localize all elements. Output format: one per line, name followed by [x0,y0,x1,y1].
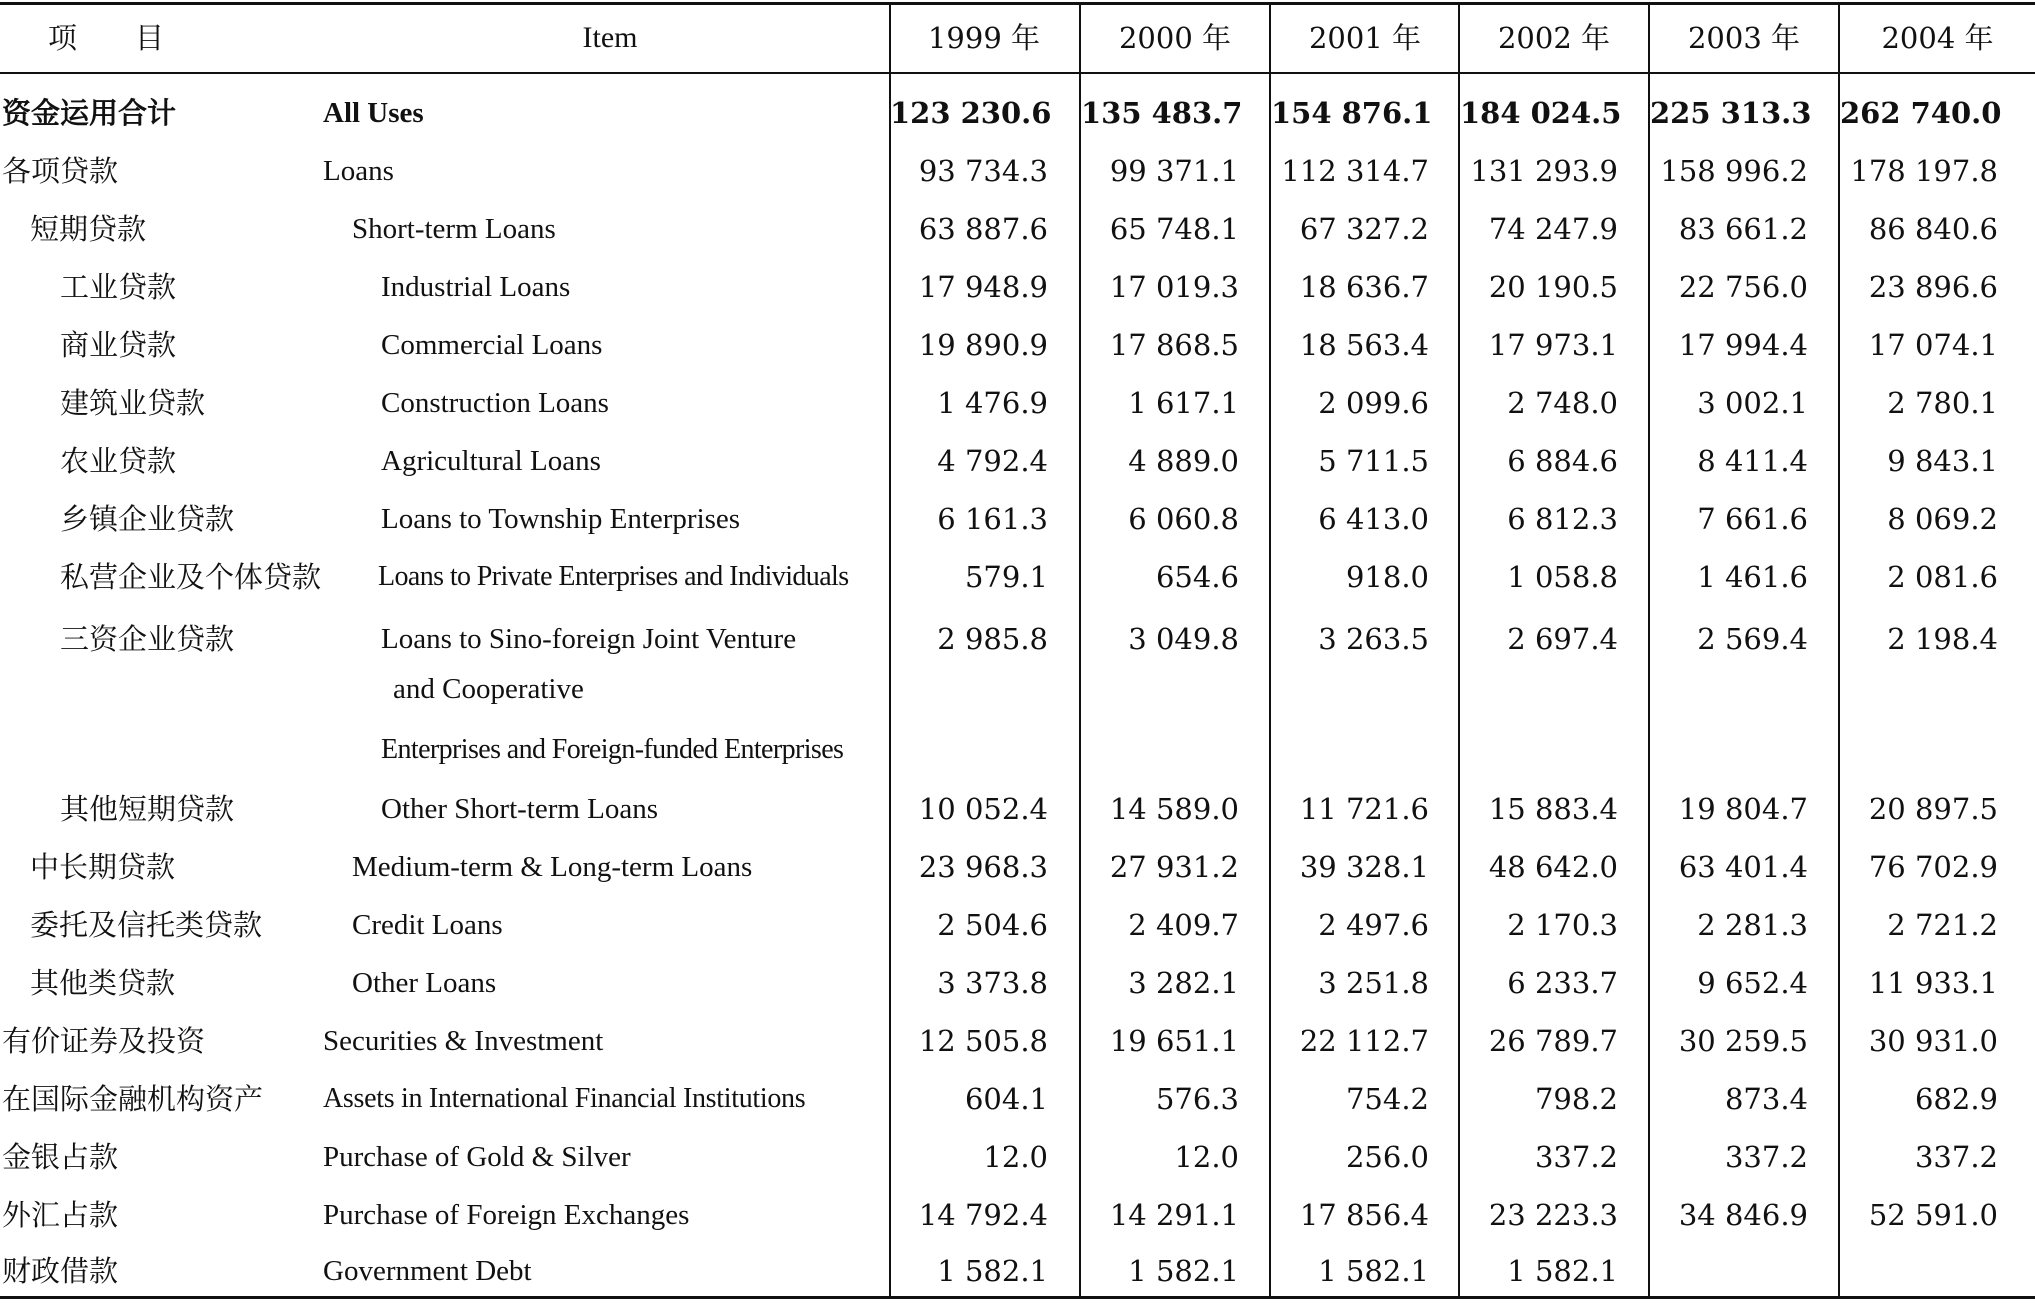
value-cell: 2 697.4 [1507,622,1618,656]
value-cell: 14 291.1 [1109,1198,1239,1232]
value-cell: 15 883.4 [1488,792,1618,826]
value-cell: 184 024.5 [1460,96,1622,130]
table-row [0,1242,2035,1300]
value-cell: 19 890.9 [918,328,1048,362]
value-cell: 262 740.0 [1840,96,2002,130]
value-cell: 1 617.1 [1128,386,1239,420]
table-row [0,1186,2035,1244]
value-cell: 6 060.8 [1128,502,1239,536]
value-cell: 83 661.2 [1678,212,1808,246]
row-label-en: Government Debt [323,1255,532,1287]
value-cell: 112 314.7 [1281,154,1429,188]
header-year: 2003 年 [1687,21,1801,55]
table-row [0,548,2035,606]
value-cell: 337.2 [1914,1140,1998,1174]
row-label-zh: 各项贷款 [2,154,119,188]
value-cell: 1 476.9 [937,386,1048,420]
value-cell: 67 327.2 [1299,212,1429,246]
value-cell: 1 582.1 [1318,1254,1429,1288]
row-label-zh: 在国际金融机构资产 [2,1082,264,1116]
value-cell: 7 661.6 [1697,502,1808,536]
value-cell: 93 734.3 [918,154,1048,188]
value-cell: 63 401.4 [1678,850,1808,884]
table-row [0,896,2035,954]
value-cell: 23 968.3 [918,850,1048,884]
row-label-en: Loans [323,155,394,187]
value-cell: 754.2 [1345,1082,1429,1116]
row-label-en: Medium-term & Long-term Loans [352,851,753,883]
value-cell: 12.0 [983,1140,1048,1174]
table-row [0,432,2035,490]
value-cell: 76 702.9 [1868,850,1998,884]
row-label-en: Loans to Private Enterprises and Individuals [378,561,849,592]
row-label-zh: 外汇占款 [2,1198,119,1232]
value-cell: 63 887.6 [918,212,1048,246]
value-cell: 1 582.1 [1507,1254,1618,1288]
row-label-en: Purchase of Gold & Silver [323,1141,631,1173]
value-cell: 19 804.7 [1678,792,1808,826]
value-cell: 26 789.7 [1488,1024,1618,1058]
value-cell: 9 843.1 [1887,444,1998,478]
table-row [0,1070,2035,1128]
value-cell: 2 099.6 [1318,386,1429,420]
row-label-en: Short-term Loans [352,213,556,245]
value-cell: 2 748.0 [1507,386,1618,420]
value-cell: 52 591.0 [1868,1198,1998,1232]
row-label-zh: 财政借款 [2,1254,119,1288]
row-label-en-line3: Enterprises and Foreign-funded Enterprises [381,734,844,765]
value-cell: 158 996.2 [1660,154,1808,188]
value-cell: 2 198.4 [1887,622,1998,656]
value-cell [1650,1242,1808,1300]
value-cell: 99 371.1 [1109,154,1239,188]
header-year: 2004 年 [1881,21,1994,55]
value-cell: 6 812.3 [1507,502,1618,536]
value-cell: 225 313.3 [1650,96,1812,130]
table-row [0,200,2035,258]
table-row [0,780,2035,838]
header-item-en: Item [582,21,638,54]
value-cell: 1 461.6 [1697,560,1808,594]
value-cell: 17 019.3 [1109,270,1239,304]
row-label-en: All Uses [323,97,424,129]
value-cell: 6 161.3 [937,502,1048,536]
value-cell: 3 049.8 [1128,622,1239,656]
row-label-en: Securities & Investment [323,1025,604,1057]
value-cell: 22 756.0 [1678,270,1808,304]
row-label-zh: 金银占款 [2,1140,119,1174]
value-cell: 14 792.4 [918,1198,1048,1232]
value-cell: 23 896.6 [1868,270,1998,304]
value-cell: 579.1 [964,560,1048,594]
table-row [0,490,2035,548]
value-cell: 3 251.8 [1318,966,1429,1000]
row-label-zh: 工业贷款 [60,270,177,304]
row-label-en: Agricultural Loans [381,445,601,477]
value-cell: 2 281.3 [1697,908,1808,942]
row-label-zh: 中长期贷款 [30,850,176,884]
table-row [0,316,2035,374]
row-label-zh: 有价证券及投资 [2,1024,206,1058]
value-cell: 576.3 [1155,1082,1239,1116]
value-cell: 19 651.1 [1109,1024,1239,1058]
row-label-zh: 委托及信托类贷款 [30,908,263,942]
value-cell: 11 721.6 [1299,792,1429,826]
header-year: 2001 年 [1308,21,1422,55]
value-cell: 5 711.5 [1318,444,1429,478]
value-cell: 17 856.4 [1299,1198,1429,1232]
table-row [0,1012,2035,1070]
row-label-en-line2: and Cooperative [393,673,584,705]
row-label-en: Credit Loans [352,909,503,941]
value-cell [1840,1242,1998,1300]
value-cell: 17 973.1 [1488,328,1618,362]
value-cell: 873.4 [1724,1082,1808,1116]
value-cell: 4 889.0 [1128,444,1239,478]
row-label-zh: 农业贷款 [60,444,177,478]
row-label-zh: 商业贷款 [60,328,177,362]
value-cell: 337.2 [1534,1140,1618,1174]
value-cell: 135 483.7 [1081,96,1243,130]
value-cell: 23 223.3 [1488,1198,1618,1232]
value-cell: 6 233.7 [1507,966,1618,1000]
value-cell: 654.6 [1155,560,1239,594]
row-label-en: Assets in International Financial Institutions [323,1083,806,1114]
value-cell: 131 293.9 [1470,154,1618,188]
value-cell: 2 081.6 [1887,560,1998,594]
header-year: 1999 年 [927,21,1041,55]
value-cell: 20 190.5 [1488,270,1618,304]
value-cell: 17 868.5 [1109,328,1239,362]
top-rule [0,2,2035,5]
header-year: 2000 年 [1118,21,1232,55]
row-label-zh: 其他短期贷款 [60,792,235,826]
value-cell: 798.2 [1534,1082,1618,1116]
row-label-en: Commercial Loans [381,329,603,361]
row-label-zh: 私营企业及个体贷款 [60,560,322,594]
row-label-en: Industrial Loans [381,271,571,303]
row-label-en: Construction Loans [381,387,609,419]
row-label-en: Loans to Sino-foreign Joint Venture [381,623,797,655]
value-cell: 2 721.2 [1887,908,1998,942]
value-cell: 2 170.3 [1507,908,1618,942]
value-cell: 39 328.1 [1299,850,1429,884]
row-label-zh: 三资企业贷款 [60,622,235,656]
value-cell: 2 780.1 [1887,386,1998,420]
row-label-zh: 短期贷款 [30,212,147,246]
value-cell: 4 792.4 [937,444,1048,478]
value-cell: 18 636.7 [1299,270,1429,304]
value-cell: 11 933.1 [1868,966,1998,1000]
value-cell: 18 563.4 [1299,328,1429,362]
value-cell: 1 058.8 [1507,560,1618,594]
value-cell: 12 505.8 [918,1024,1048,1058]
row-label-en: Other Loans [352,967,497,999]
header-item-zh: 项 目 [48,21,165,55]
value-cell: 10 052.4 [918,792,1048,826]
value-cell: 3 373.8 [937,966,1048,1000]
table-row [0,610,2035,780]
value-cell: 9 652.4 [1697,966,1808,1000]
value-cell: 918.0 [1345,560,1429,594]
row-label-en: Purchase of Foreign Exchanges [323,1199,690,1231]
table-row [0,374,2035,432]
table-row [0,142,2035,200]
header-year: 2002 年 [1497,21,1611,55]
value-cell: 6 884.6 [1507,444,1618,478]
value-cell: 74 247.9 [1488,212,1618,246]
header-rule [0,72,2035,74]
value-cell: 34 846.9 [1678,1198,1808,1232]
value-cell: 8 411.4 [1697,444,1808,478]
value-cell: 337.2 [1724,1140,1808,1174]
value-cell: 17 948.9 [918,270,1048,304]
value-cell: 12.0 [1174,1140,1239,1174]
row-label-zh: 资金运用合计 [2,96,177,130]
row-label-en: Loans to Township Enterprises [381,503,741,535]
row-label-zh: 其他类贷款 [30,966,176,1000]
value-cell: 20 897.5 [1868,792,1998,826]
value-cell: 17 074.1 [1868,328,1998,362]
value-cell: 8 069.2 [1887,502,1998,536]
value-cell: 3 282.1 [1128,966,1239,1000]
value-cell: 3 002.1 [1697,386,1808,420]
value-cell: 2 569.4 [1697,622,1808,656]
value-cell: 30 259.5 [1678,1024,1808,1058]
value-cell: 1 582.1 [1128,1254,1239,1288]
row-label-zh: 乡镇企业贷款 [60,502,235,536]
table-row [0,84,2035,142]
row-label-en: Other Short-term Loans [381,793,659,825]
value-cell: 2 504.6 [937,908,1048,942]
value-cell: 3 263.5 [1318,622,1429,656]
value-cell: 65 748.1 [1109,212,1239,246]
value-cell: 1 582.1 [937,1254,1048,1288]
value-cell: 2 985.8 [937,622,1048,656]
table-row [0,258,2035,316]
value-cell: 256.0 [1345,1140,1429,1174]
value-cell: 30 931.0 [1868,1024,1998,1058]
value-cell: 17 994.4 [1678,328,1808,362]
value-cell: 2 497.6 [1318,908,1429,942]
row-label-zh: 建筑业贷款 [60,386,206,420]
value-cell: 123 230.6 [890,96,1052,130]
value-cell: 178 197.8 [1850,154,1998,188]
value-cell: 27 931.2 [1109,850,1239,884]
value-cell: 604.1 [964,1082,1048,1116]
value-cell: 14 589.0 [1109,792,1239,826]
value-cell: 6 413.0 [1318,502,1429,536]
table-row [0,954,2035,1012]
value-cell: 2 409.7 [1128,908,1239,942]
table-row [0,1128,2035,1186]
value-cell: 86 840.6 [1868,212,1998,246]
value-cell: 682.9 [1914,1082,1998,1116]
value-cell: 48 642.0 [1488,850,1618,884]
table-row [0,838,2035,896]
value-cell: 22 112.7 [1299,1024,1429,1058]
value-cell: 154 876.1 [1271,96,1433,130]
